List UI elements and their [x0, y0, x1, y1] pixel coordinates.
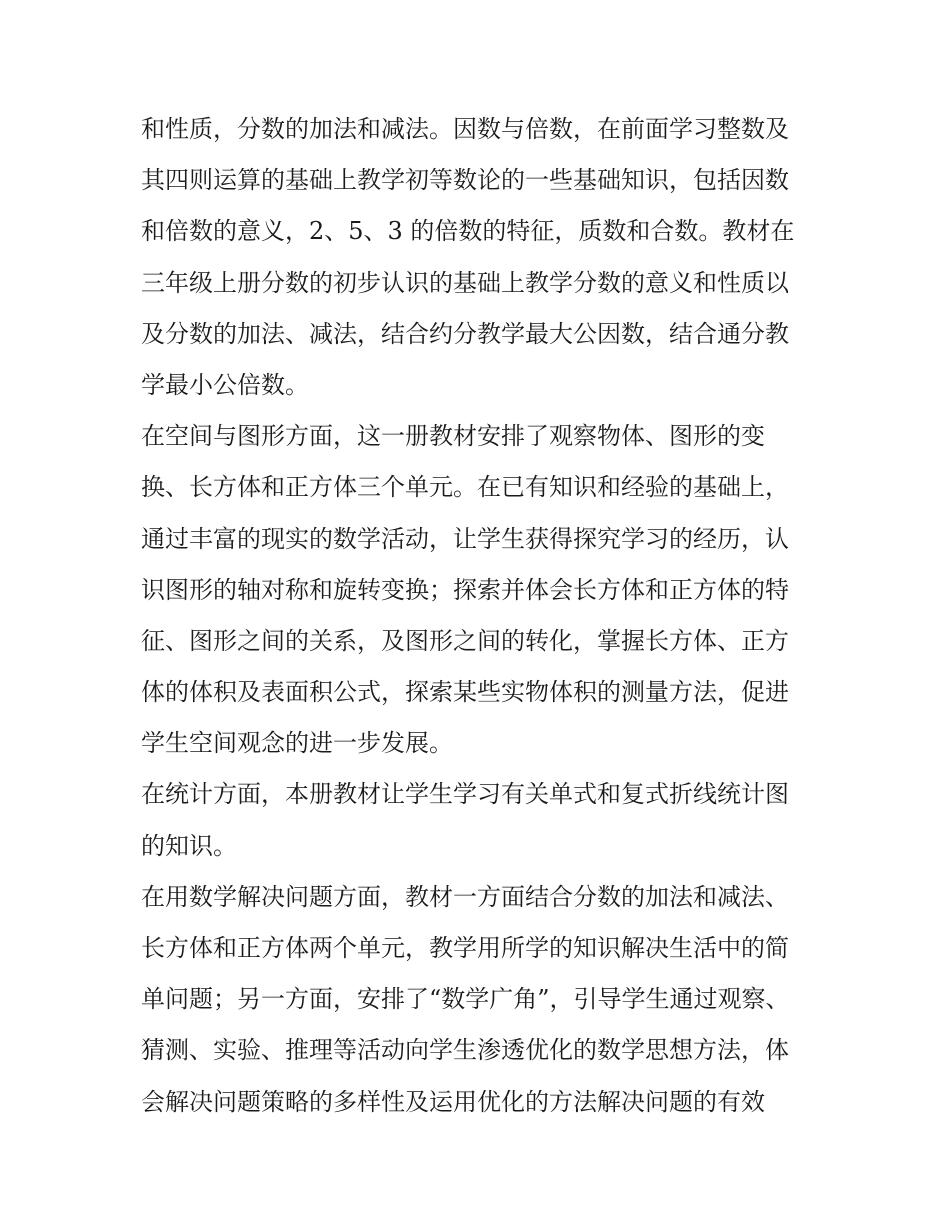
- text-line: 在统计方面，本册教材让学生学习有关单式和复式折线统计图: [141, 780, 789, 809]
- text-line: 学生空间观念的进一步发展。: [141, 729, 453, 758]
- document-body: [141, 104, 821, 1128]
- text-line: 通过丰富的现实的数学活动，让学生获得探究学习的经历，认: [141, 524, 789, 553]
- text-line: 在用数学解决问题方面，教材一方面结合分数的加法和减法、: [141, 882, 789, 911]
- text-line: 及分数的加法、减法，结合约分教学最大公因数，结合通分教: [141, 319, 789, 348]
- text-line: 和性质，分数的加法和减法。因数与倍数，在前面学习整数及: [141, 115, 789, 143]
- text-line: 会解决问题策略的多样性及运用优化的方法解决问题的有效: [141, 1087, 765, 1116]
- text-line: 换、长方体和正方体三个单元。在已有知识和经验的基础上，: [141, 473, 789, 502]
- text-line: 三年级上册分数的初步认识的基础上教学分数的意义和性质以: [141, 268, 789, 297]
- text-line: 其四则运算的基础上教学初等数论的一些基础知识，包括因数: [141, 166, 789, 195]
- text-line: 的知识。: [141, 831, 237, 860]
- text-line: 征、图形之间的关系，及图形之间的转化，掌握长方体、正方: [141, 626, 789, 655]
- text-line: 单问题；另一方面，安排了“数学广角”，引导学生通过观察、: [141, 985, 790, 1014]
- text-line: 识图形的轴对称和旋转变换；探索并体会长方体和正方体的特: [141, 575, 789, 604]
- text-line: 学最小公倍数。: [141, 370, 309, 399]
- text-line: 体的体积及表面积公式，探索某些实物体积的测量方法，促进: [141, 678, 789, 707]
- text-line: 在空间与图形方面，这一册教材安排了观察物体、图形的变: [141, 422, 765, 451]
- text-line: 长方体和正方体两个单元，教学用所学的知识解决生活中的简: [141, 934, 789, 962]
- text-line: 猜测、实验、推理等活动向学生渗透优化的数学思想方法，体: [141, 1036, 789, 1065]
- text-line: 和倍数的意义，2、5、3 的倍数的特征，质数和合数。教材在: [141, 217, 795, 246]
